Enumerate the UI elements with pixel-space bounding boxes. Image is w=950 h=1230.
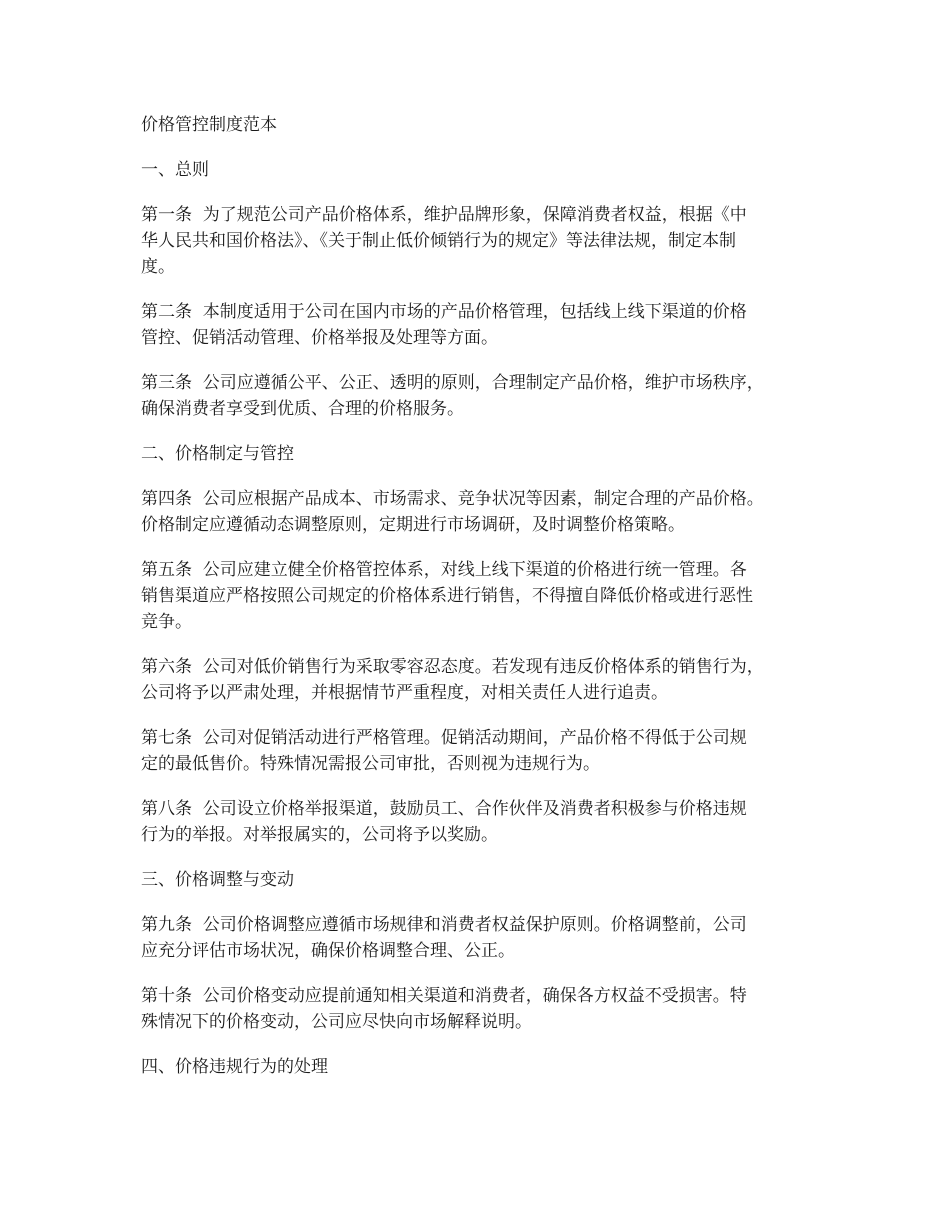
article-line: 度。 (141, 257, 175, 277)
article-10 (141, 983, 821, 1035)
article-line: 第九条 公司价格调整应遵循市场规律和消费者权益保护原则。价格调整前，公司 (141, 915, 747, 935)
article-line: 第四条 公司应根据产品成本、市场需求、竞争状况等因素，制定合理的产品价格。 (141, 489, 764, 509)
article-line: 定的最低售价。特殊情况需报公司审批，否则视为违规行为。 (141, 754, 600, 774)
article-8 (141, 796, 821, 848)
article-line: 第二条 本制度适用于公司在国内市场的产品价格管理，包括线上线下渠道的价格 (141, 302, 747, 322)
article-line: 价格制定应遵循动态调整原则，定期进行市场调研，及时调整价格策略。 (141, 515, 685, 535)
document-body (141, 112, 821, 1099)
article-line: 第一条 为了规范公司产品价格体系，维护品牌形象，保障消费者权益，根据《中 (141, 205, 747, 225)
section-heading-pricing-control: 二、价格制定与管控 (141, 444, 294, 464)
section-heading-price-adjustment: 三、价格调整与变动 (141, 870, 294, 890)
article-line: 行为的举报。对举报属实的，公司将予以奖励。 (141, 825, 498, 845)
article-line: 第八条 公司设立价格举报渠道，鼓励员工、合作伙伴及消费者积极参与价格违规 (141, 799, 747, 819)
article-line: 第七条 公司对促销活动进行严格管理。促销活动期间，产品价格不得低于公司规 (141, 728, 747, 748)
section-heading-violations: 四、价格违规行为的处理 (141, 1057, 328, 1077)
article-6 (141, 654, 821, 706)
article-7 (141, 725, 821, 777)
article-line: 管控、促销活动管理、价格举报及处理等方面。 (141, 328, 498, 348)
article-line: 第六条 公司对低价销售行为采取零容忍态度。若发现有违反价格体系的销售行为， (141, 657, 764, 677)
article-2 (141, 299, 821, 351)
article-line: 华人民共和国价格法》、《关于制止低价倾销行为的规定》等法律法规，制定本制 (141, 231, 736, 251)
document-title: 价格管控制度范本 (141, 115, 277, 135)
article-1 (141, 202, 821, 280)
article-line: 第十条 公司价格变动应提前通知相关渠道和消费者，确保各方权益不受损害。特 (141, 986, 747, 1006)
article-line: 公司将予以严肃处理，并根据情节严重程度，对相关责任人进行追责。 (141, 683, 668, 703)
section-heading-general: 一、总则 (141, 160, 209, 180)
article-line: 第三条 公司应遵循公平、公正、透明的原则，合理制定产品价格，维护市场秩序， (141, 373, 764, 393)
article-4 (141, 486, 821, 538)
article-line: 殊情况下的价格变动，公司应尽快向市场解释说明。 (141, 1012, 532, 1032)
article-line: 第五条 公司应建立健全价格管控体系，对线上线下渠道的价格进行统一管理。各 (141, 560, 747, 580)
article-9 (141, 912, 821, 964)
article-line: 销售渠道应严格按照公司规定的价格体系进行销售，不得擅自降低价格或进行恶性 (141, 586, 753, 606)
article-3 (141, 370, 821, 422)
article-line: 竞争。 (141, 612, 192, 632)
article-line: 应充分评估市场状况，确保价格调整合理、公正。 (141, 941, 515, 961)
article-line: 确保消费者享受到优质、合理的价格服务。 (141, 399, 464, 419)
article-5 (141, 557, 821, 635)
